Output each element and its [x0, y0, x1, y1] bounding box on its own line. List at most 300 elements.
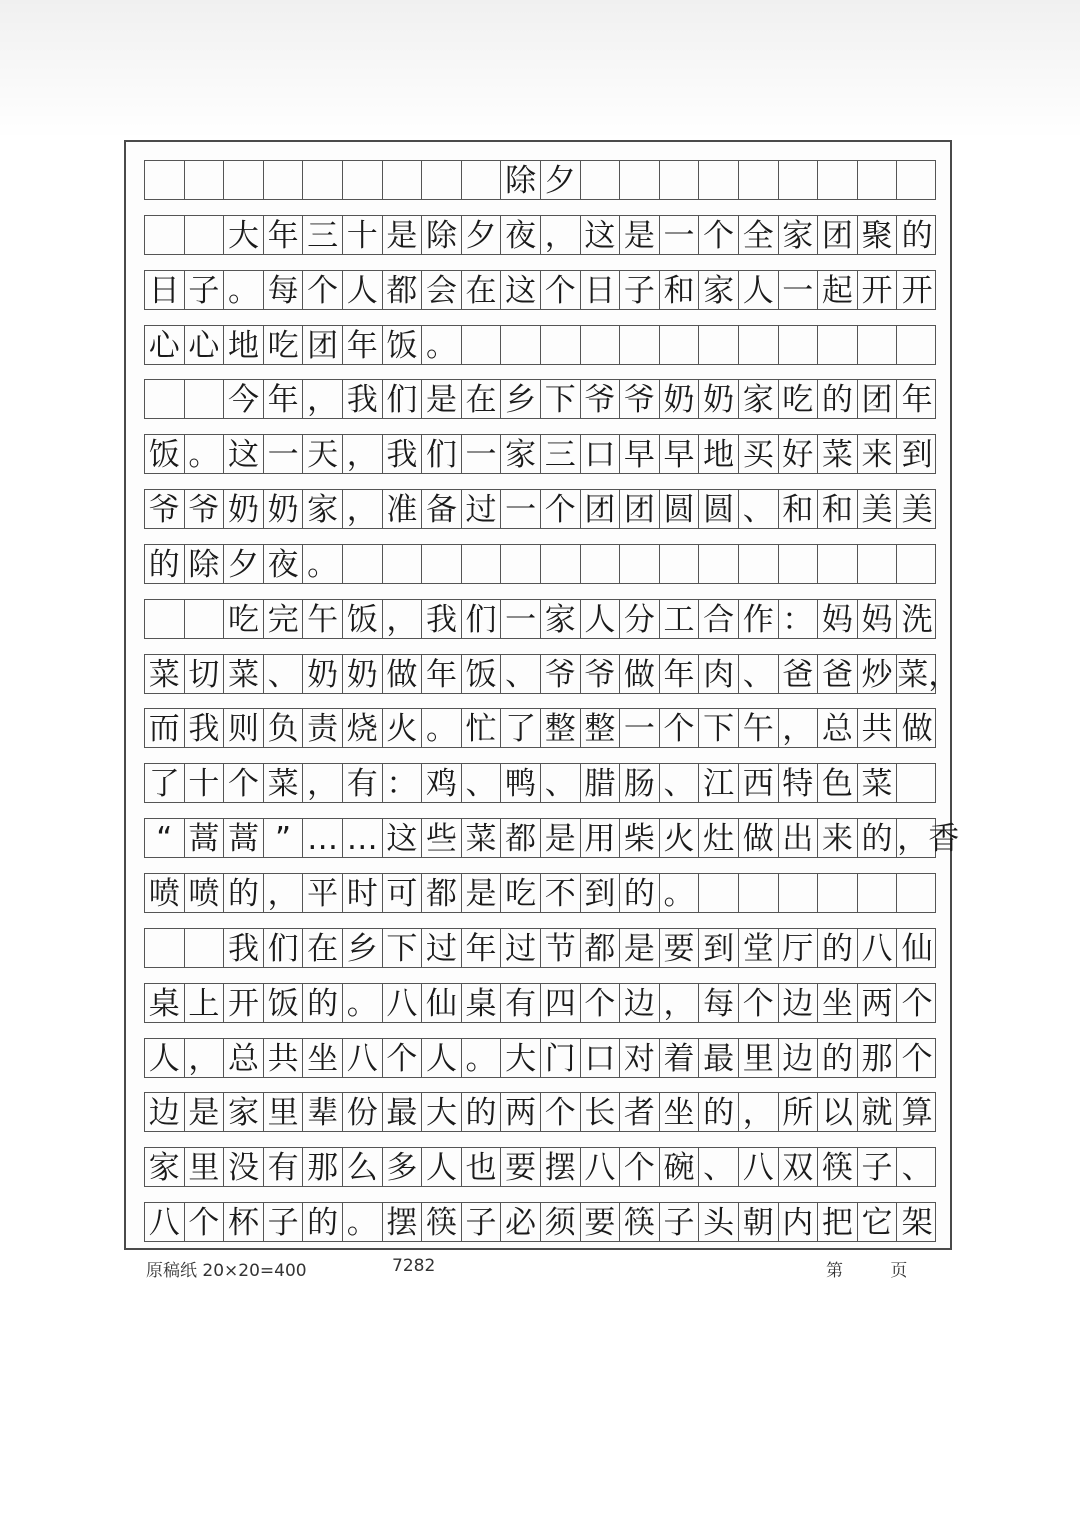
grid-cell: 十	[343, 216, 383, 254]
grid-cell: 仙	[901, 930, 933, 967]
grid-cell: 家	[224, 1093, 264, 1131]
grid-cell: 碗	[660, 1148, 700, 1186]
grid-cell: 完	[264, 600, 304, 638]
text-row	[144, 928, 936, 968]
grid-cell: 菜，	[897, 656, 960, 693]
grid-cell: 地	[699, 435, 739, 473]
grid-cell: 把	[818, 1203, 858, 1241]
grid-cell: 除	[501, 161, 541, 199]
grid-cell: 的	[462, 1093, 502, 1131]
text-row	[144, 1147, 936, 1187]
grid-cell: 它	[858, 1203, 898, 1241]
text-row	[144, 1038, 936, 1078]
grid-cell: ”	[264, 819, 304, 857]
grid-cell: 、	[462, 764, 502, 802]
grid-cell: 的	[620, 874, 660, 912]
text-row	[144, 215, 936, 255]
grid-cell: 。	[422, 709, 462, 747]
grid-cell: 来	[858, 435, 898, 473]
grid-cell: 过	[462, 490, 502, 528]
grid-cell	[343, 161, 383, 199]
grid-cell: 节	[541, 929, 581, 967]
grid-cell: 个	[541, 1093, 581, 1131]
grid-cell: 、	[901, 1150, 933, 1187]
grid-cell: 人	[422, 1148, 462, 1186]
grid-cell: 边	[779, 1039, 819, 1077]
grid-cell	[858, 545, 898, 583]
grid-cell: 个	[581, 984, 621, 1022]
grid-cell	[660, 161, 700, 199]
text-row	[144, 708, 936, 748]
grid-cell: 就	[858, 1093, 898, 1131]
grid-cell: 上	[185, 984, 225, 1022]
title-row	[144, 160, 936, 200]
grid-cell: 大	[224, 216, 264, 254]
grid-cell: 火	[660, 819, 700, 857]
grid-cell: ，香	[897, 821, 960, 858]
grid-cell: 、	[501, 655, 541, 693]
grid-cell: 奶	[264, 490, 304, 528]
grid-cell	[185, 600, 225, 638]
grid-cell: 。	[185, 435, 225, 473]
grid-cell: 分	[620, 600, 660, 638]
grid-cell: 有	[343, 764, 383, 802]
grid-cell: 工	[660, 600, 700, 638]
grid-cell: 我	[224, 929, 264, 967]
grid-cell: 责	[303, 709, 343, 747]
text-row	[144, 434, 936, 474]
grid-cell: 我	[422, 600, 462, 638]
grid-cell: 最	[699, 1039, 739, 1077]
grid-cell: 以	[818, 1093, 858, 1131]
grid-cell: 筷	[620, 1203, 660, 1241]
grid-cell: 菜	[858, 764, 898, 802]
grid-cell: 年	[462, 929, 502, 967]
grid-cell: 团	[858, 380, 898, 418]
grid-cell: 火	[383, 709, 423, 747]
grid-cell: 子	[620, 271, 660, 309]
grid-cell	[779, 326, 819, 364]
grid-cell: 家	[541, 600, 581, 638]
grid-cell: 全	[739, 216, 779, 254]
grid-cell: 我	[343, 380, 383, 418]
grid-cell: 吃	[224, 600, 264, 638]
grid-cell	[462, 545, 502, 583]
grid-cell: 日	[581, 271, 621, 309]
grid-cell: 备	[422, 490, 462, 528]
grid-cell: 美	[901, 492, 933, 529]
grid-cell: 下	[541, 380, 581, 418]
grid-cell: 都	[383, 271, 423, 309]
grid-cell: ，	[264, 874, 304, 912]
grid-cell: 个	[541, 271, 581, 309]
grid-cell: 八	[343, 1039, 383, 1077]
grid-cell: 口	[581, 1039, 621, 1077]
grid-cell: ，	[303, 764, 343, 802]
grid-cell: 一	[462, 435, 502, 473]
text-row	[144, 325, 936, 365]
grid-cell: 年	[264, 380, 304, 418]
grid-cell: 年	[422, 655, 462, 693]
grid-cell: 桌	[145, 984, 185, 1022]
page-number-label: 第 页	[826, 1261, 908, 1281]
grid-cell: 、	[541, 764, 581, 802]
grid-cell: 天	[303, 435, 343, 473]
grid-cell: 一	[779, 271, 819, 309]
grid-cell: 八	[858, 929, 898, 967]
grid-cell: 个	[541, 490, 581, 528]
grid-cell: 厅	[779, 929, 819, 967]
grid-cell: 这	[383, 819, 423, 857]
grid-cell: 喷	[145, 874, 185, 912]
grid-cell	[699, 161, 739, 199]
grid-cell: 好	[779, 435, 819, 473]
grid-cell	[818, 545, 858, 583]
grid-cell: 爷	[145, 490, 185, 528]
grid-cell: 个	[224, 764, 264, 802]
grid-cell: 奶	[699, 380, 739, 418]
grid-cell: 一	[501, 490, 541, 528]
grid-cell: 的	[858, 819, 898, 857]
grid-cell: 都	[501, 819, 541, 857]
grid-cell: 人	[739, 271, 779, 309]
grid-cell	[185, 929, 225, 967]
grid-cell: 里	[185, 1148, 225, 1186]
grid-cell	[699, 874, 739, 912]
grid-cell: 在	[462, 380, 502, 418]
grid-cell: 仙	[422, 984, 462, 1022]
grid-cell: 摆	[541, 1148, 581, 1186]
text-row	[144, 873, 936, 913]
grid-cell: 心	[185, 326, 225, 364]
grid-cell: 这	[581, 216, 621, 254]
grid-cell: 吃	[264, 326, 304, 364]
grid-cell: ，	[541, 216, 581, 254]
grid-cell: 摆	[383, 1203, 423, 1241]
grid-cell: ，	[343, 490, 383, 528]
text-row	[144, 544, 936, 584]
grid-cell: 奶	[343, 655, 383, 693]
grid-cell: 是	[185, 1093, 225, 1131]
grid-cell: 奶	[224, 490, 264, 528]
grid-cell: 下	[699, 709, 739, 747]
grid-cell: 除	[185, 545, 225, 583]
grid-cell: 团	[818, 216, 858, 254]
grid-cell: 可	[383, 874, 423, 912]
text-row	[144, 379, 936, 419]
grid-cell: 妈	[818, 600, 858, 638]
grid-cell: 。	[660, 874, 700, 912]
grid-cell: 的	[303, 1203, 343, 1241]
grid-cell: 多	[383, 1148, 423, 1186]
grid-cell: 夜	[264, 545, 304, 583]
manuscript-grid	[144, 160, 960, 1242]
grid-cell: 总	[818, 709, 858, 747]
grid-cell: …	[303, 819, 343, 857]
grid-cell: 负	[264, 709, 304, 747]
grid-cell: 那	[303, 1148, 343, 1186]
grid-cell: 八	[739, 1148, 779, 1186]
grid-cell: 两	[858, 984, 898, 1022]
grid-cell: 个	[901, 985, 933, 1022]
grid-cell: 大	[422, 1093, 462, 1131]
grid-cell: 日	[145, 271, 185, 309]
grid-cell: 桌	[462, 984, 502, 1022]
grid-cell: 圆	[660, 490, 700, 528]
grid-cell: 个	[185, 1203, 225, 1241]
grid-cell: 则	[224, 709, 264, 747]
grid-cell: 头	[699, 1203, 739, 1241]
grid-cell	[501, 545, 541, 583]
grid-cell: 炒	[858, 655, 898, 693]
grid-cell: 也	[462, 1148, 502, 1186]
grid-cell: 大	[501, 1039, 541, 1077]
grid-cell: 的	[818, 380, 858, 418]
grid-cell: 份	[343, 1093, 383, 1131]
grid-cell: 和	[779, 490, 819, 528]
grid-cell: 两	[501, 1093, 541, 1131]
grid-cell: 子	[660, 1203, 700, 1241]
grid-cell: 人	[422, 1039, 462, 1077]
grid-cell: 饭	[264, 984, 304, 1022]
grid-cell: 算	[901, 1095, 933, 1132]
grid-cell: 口	[581, 435, 621, 473]
grid-cell: ：	[383, 764, 423, 802]
grid-cell: 和	[660, 271, 700, 309]
grid-cell: 是	[462, 874, 502, 912]
grid-cell: 三	[303, 216, 343, 254]
grid-cell: “	[145, 819, 185, 857]
grid-cell: 切	[185, 655, 225, 693]
grid-cell: 必	[501, 1203, 541, 1241]
text-row	[144, 1092, 936, 1132]
grid-cell: 饭	[462, 655, 502, 693]
grid-cell: 是	[541, 819, 581, 857]
grid-cell: 坐	[660, 1093, 700, 1131]
grid-cell: 整	[541, 709, 581, 747]
grid-cell: 爷	[541, 655, 581, 693]
grid-cell: 奶	[303, 655, 343, 693]
grid-cell	[383, 161, 423, 199]
grid-cell: 门	[541, 1039, 581, 1077]
grid-cell: 人	[581, 600, 621, 638]
grid-cell	[185, 161, 225, 199]
grid-cell	[818, 326, 858, 364]
grid-cell: 子	[264, 1203, 304, 1241]
grid-cell: 要	[501, 1148, 541, 1186]
grid-cell: 吃	[779, 380, 819, 418]
grid-cell	[858, 326, 898, 364]
grid-cell: 肠	[620, 764, 660, 802]
grid-cell: 心	[145, 326, 185, 364]
grid-cell: 用	[581, 819, 621, 857]
grid-cell	[897, 545, 937, 583]
grid-cell: 了	[145, 764, 185, 802]
grid-cell: 要	[581, 1203, 621, 1241]
grid-cell: 灶	[699, 819, 739, 857]
grid-cell: 人	[343, 271, 383, 309]
grid-cell: 个	[620, 1148, 660, 1186]
manuscript-sheet	[124, 140, 960, 1250]
grid-cell: 坐	[818, 984, 858, 1022]
grid-cell: 年	[264, 216, 304, 254]
grid-cell: 三	[541, 435, 581, 473]
grid-cell: 到	[581, 874, 621, 912]
grid-cell	[145, 161, 185, 199]
grid-cell	[185, 216, 225, 254]
grid-cell: 夕	[541, 161, 581, 199]
grid-cell: 们	[383, 380, 423, 418]
grid-cell: 开	[901, 272, 933, 309]
text-row	[144, 1202, 936, 1242]
grid-cell: 买	[739, 435, 779, 473]
grid-cell: 是	[422, 380, 462, 418]
grid-cell	[739, 545, 779, 583]
grid-cell: 下	[383, 929, 423, 967]
grid-cell: 合	[699, 600, 739, 638]
grid-cell: 到	[901, 437, 933, 474]
grid-cell: 每	[699, 984, 739, 1022]
grid-cell: 个	[303, 271, 343, 309]
grid-cell: 家	[145, 1148, 185, 1186]
grid-cell: 总	[224, 1039, 264, 1077]
grid-cell: 有	[501, 984, 541, 1022]
grid-cell: 筷	[818, 1148, 858, 1186]
grid-cell: 们	[264, 929, 304, 967]
grid-cell: 着	[660, 1039, 700, 1077]
grid-cell: 年	[343, 326, 383, 364]
grid-cell: 整	[581, 709, 621, 747]
grid-cell: 的	[901, 217, 933, 254]
grid-cell: 菜	[224, 655, 264, 693]
grid-cell: 饭	[383, 326, 423, 364]
grid-cell: 洗	[901, 601, 933, 638]
grid-cell: 家	[303, 490, 343, 528]
grid-cell: 边	[620, 984, 660, 1022]
grid-cell: ，	[739, 1093, 779, 1131]
grid-cell: 的	[224, 874, 264, 912]
grid-cell	[303, 161, 343, 199]
grid-cell: 夕	[224, 545, 264, 583]
grid-cell	[145, 216, 185, 254]
grid-cell: 是	[383, 216, 423, 254]
grid-cell: 这	[501, 271, 541, 309]
grid-cell: 是	[620, 929, 660, 967]
scan-shadow	[0, 0, 1080, 140]
grid-cell: 了	[501, 709, 541, 747]
grid-cell: 筷	[422, 1203, 462, 1241]
grid-cell	[739, 874, 779, 912]
grid-cell	[145, 380, 185, 418]
grid-cell: 我	[185, 709, 225, 747]
grid-cell: 这	[224, 435, 264, 473]
grid-cell: 蒿	[185, 819, 225, 857]
grid-cell: 家	[699, 271, 739, 309]
grid-cell: 午	[739, 709, 779, 747]
grid-cell: 的	[818, 929, 858, 967]
grid-cell: 年	[660, 655, 700, 693]
grid-cell: 每	[264, 271, 304, 309]
grid-cell: 有	[264, 1148, 304, 1186]
grid-cell: 午	[303, 600, 343, 638]
grid-cell: 鸭	[501, 764, 541, 802]
grid-cell: 十	[185, 764, 225, 802]
grid-cell: 不	[541, 874, 581, 912]
grid-cell	[897, 874, 937, 912]
grid-cell: 须	[541, 1203, 581, 1241]
sheet-footer	[146, 1256, 936, 1286]
grid-cell	[422, 161, 462, 199]
grid-cell: 们	[462, 600, 502, 638]
grid-cell: 过	[501, 929, 541, 967]
grid-cell: 除	[422, 216, 462, 254]
grid-cell: 色	[818, 764, 858, 802]
grid-cell	[422, 545, 462, 583]
grid-cell: 吃	[501, 874, 541, 912]
grid-cell: 乡	[501, 380, 541, 418]
grid-cell: 们	[422, 435, 462, 473]
grid-cell	[699, 326, 739, 364]
grid-cell: 边	[145, 1093, 185, 1131]
text-row	[144, 489, 936, 529]
grid-cell: 双	[779, 1148, 819, 1186]
grid-cell: 做	[901, 711, 933, 748]
grid-cell	[779, 874, 819, 912]
grid-cell: 些	[422, 819, 462, 857]
grid-cell: 共	[858, 709, 898, 747]
grid-cell	[620, 161, 660, 199]
grid-cell: ，	[383, 600, 423, 638]
grid-cell: 和	[818, 490, 858, 528]
grid-cell	[264, 161, 304, 199]
grid-cell: 圆	[699, 490, 739, 528]
grid-cell: ：	[779, 600, 819, 638]
grid-cell: 菜	[818, 435, 858, 473]
grid-cell: 菜	[462, 819, 502, 857]
grid-cell: 起	[818, 271, 858, 309]
grid-cell: 杯	[224, 1203, 264, 1241]
grid-cell: 爷	[185, 490, 225, 528]
grid-cell: 菜	[145, 655, 185, 693]
grid-cell	[739, 326, 779, 364]
paper-spec-label: 原稿纸 20×20=400	[146, 1261, 307, 1281]
grid-cell	[620, 326, 660, 364]
text-row	[144, 763, 936, 803]
grid-cell: 过	[422, 929, 462, 967]
grid-cell: 里	[739, 1039, 779, 1077]
grid-cell: 四	[541, 984, 581, 1022]
grid-cell	[343, 545, 383, 583]
grid-cell	[699, 545, 739, 583]
grid-cell: 对	[620, 1039, 660, 1077]
grid-cell	[541, 545, 581, 583]
grid-cell: …	[343, 819, 383, 857]
grid-cell: 人	[145, 1039, 185, 1077]
grid-cell	[779, 545, 819, 583]
grid-cell: 开	[224, 984, 264, 1022]
form-code: 7282	[392, 1256, 436, 1276]
grid-cell	[501, 326, 541, 364]
grid-cell: 开	[858, 271, 898, 309]
grid-cell: 忙	[462, 709, 502, 747]
grid-cell: 出	[779, 819, 819, 857]
grid-cell: 菜	[264, 764, 304, 802]
grid-cell: 妈	[858, 600, 898, 638]
grid-cell: 在	[462, 271, 502, 309]
grid-cell	[660, 326, 700, 364]
grid-cell: 爸	[779, 655, 819, 693]
grid-cell: 都	[581, 929, 621, 967]
